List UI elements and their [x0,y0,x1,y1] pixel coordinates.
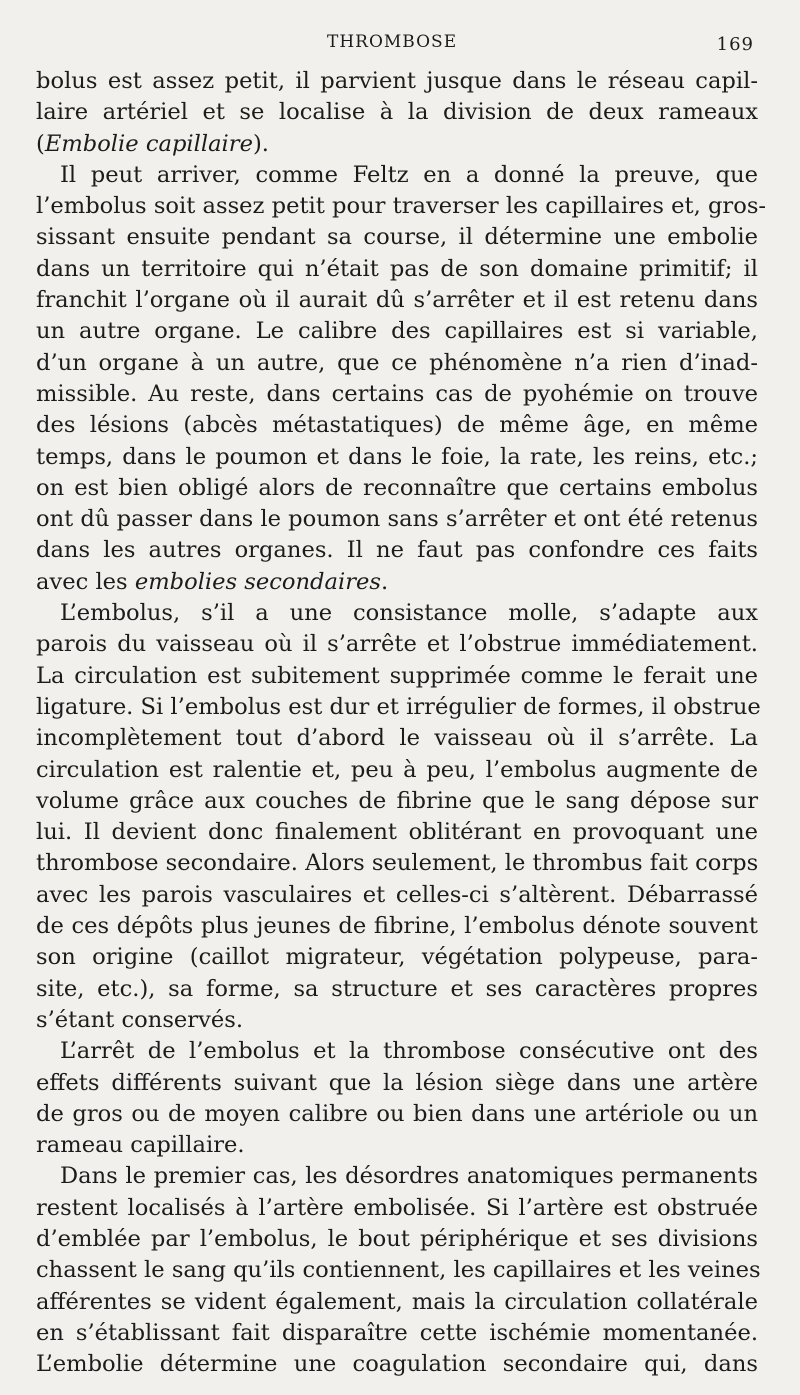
body-text [36,66,767,1380]
text-line [36,692,761,723]
text-line [36,817,758,848]
text-run: parois du vaisseau où il s’arrête et l’obstrue immédiatement. [36,631,758,658]
text-run: chassent le sang qu’ils contiennent, les capillaires et les veines [36,1257,761,1284]
text-line [36,1287,758,1318]
text-line [36,1224,758,1255]
text-run: incomplètement tout d’abord le vaisseau où il s’arrête. La [36,725,758,752]
text-line [36,97,758,128]
text-run: d’un organe à un autre, que ce phénomène n’a rien d’inad- [36,349,758,376]
text-line [36,442,758,473]
text-run: volume grâce aux couches de fibrine que le sang dépose sur [36,787,758,814]
text-line [36,66,758,97]
text-run: laire artériel et se localise à la division de deux rameaux [36,99,758,126]
text-run: L’embolie détermine une coagulation secondaire qui, dans [36,1351,758,1378]
text-line [36,755,758,786]
text-run: bolus est assez petit, il parvient jusque dans le réseau capil- [36,68,758,94]
text-run: ( [36,130,45,157]
text-line [36,410,758,441]
text-line [36,191,767,222]
italic-text: Embolie capillaire [44,130,253,157]
text-line [36,598,758,629]
page-number: 169 [716,34,754,55]
text-run: d’emblée par l’embolus, le bout périphérique et ses divisions [36,1225,758,1252]
text-run: de ces dépôts plus jeunes de fibrine, l’embolus dénote souvent [36,913,758,940]
text-line [36,1193,758,1224]
text-run: franchit l’organe où il aurait dû s’arrêter et il est retenu dans [36,287,758,314]
text-run: dans les autres organes. Il ne faut pas confondre ces faits [36,537,758,564]
text-run: ont dû passer dans le poumon sans s’arrêter et ont été retenus [36,506,758,533]
text-run: rameau capillaire. [36,1132,245,1159]
text-line [36,1255,761,1286]
italic-text: embolies secondaires [134,568,381,595]
text-run: restent localisés à l’artère embolisée. Si l’artère est obstruée [36,1194,758,1221]
text-run: des lésions (abcès métastatiques) de même âge, en même [36,412,758,439]
text-run: s’étant conservés. [36,1006,243,1033]
text-run: temps, dans le poumon et dans le foie, la rate, les reins, etc.; [36,443,758,470]
text-run: missible. Au reste, dans certains cas de pyohémie on trouve [36,380,758,407]
text-line [36,629,758,660]
text-run: site, etc.), sa forme, sa structure et ses caractères propres [36,975,758,1002]
text-line [36,848,758,879]
text-line [36,316,758,347]
text-run: Il peut arriver, comme Feltz en a donné la preuve, que [60,161,758,188]
text-line [36,974,758,1005]
text-run: dans un territoire qui n’était pas de son domaine primitif; il [36,255,758,282]
text-line [36,348,758,379]
text-run: on est bien obligé alors de reconnaître que certains embolus [36,474,758,501]
text-run: . [381,568,389,595]
text-run: de gros ou de moyen calibre ou bien dans une artériole ou un [36,1100,758,1127]
text-run: L’arrêt de l’embolus et la thrombose consécutive ont des [60,1038,758,1065]
text-run: avec les parois vasculaires et celles-ci s’altèrent. Débarrassé [36,881,758,908]
page-header [0,32,800,60]
text-line [36,880,758,911]
text-line [36,1130,758,1161]
text-run: l’embolus soit assez petit pour traverser les capillaires et, gros- [36,193,767,220]
text-run: lui. Il devient donc finalement oblitérant en provoquant une [36,819,758,846]
text-run: en s’établissant fait disparaître cette ischémie momentanée. [36,1319,758,1346]
text-line [36,254,758,285]
text-run: un autre organe. Le calibre des capillaires est si variable, [36,318,758,345]
text-line [36,285,758,316]
text-line [36,1161,758,1192]
text-line [36,129,758,160]
text-line [36,379,758,410]
text-line [36,535,758,566]
text-line [36,911,758,942]
text-line [36,222,758,253]
text-run: sissant ensuite pendant sa course, il détermine une embolie [36,224,758,251]
running-title: THROMBOSE [327,32,458,52]
text-line [36,473,758,504]
text-line [36,160,758,191]
text-line [36,1068,758,1099]
text-run: circulation est ralentie et, peu à peu, l’embolus augmente de [36,756,758,783]
text-run: L’embolus, s’il a une consistance molle, s’adapte aux [60,600,758,627]
text-line [36,723,758,754]
text-run: avec les [36,568,135,595]
text-line [36,1099,758,1130]
text-run: ). [252,130,269,157]
text-line [36,1005,758,1036]
text-line [36,1036,758,1067]
text-run: son origine (caillot migrateur, végétation polypeuse, para- [36,944,758,971]
text-line [36,1349,758,1380]
text-run: afférentes se vident également, mais la circulation collatérale [36,1288,758,1315]
text-line [36,1318,758,1349]
text-line [36,661,758,692]
text-run: Dans le premier cas, les désordres anatomiques permanents [60,1163,758,1190]
text-line [36,942,758,973]
text-run: ligature. Si l’embolus est dur et irrégulier de formes, il obstrue [36,693,761,720]
text-line [36,786,758,817]
text-run: thrombose secondaire. Alors seulement, le thrombus fait corps [36,850,759,877]
text-run: effets différents suivant que la lésion siège dans une artère [36,1069,758,1096]
text-run: La circulation est subitement supprimée comme le ferait une [36,662,758,689]
text-line [36,504,758,535]
text-line [36,567,758,598]
